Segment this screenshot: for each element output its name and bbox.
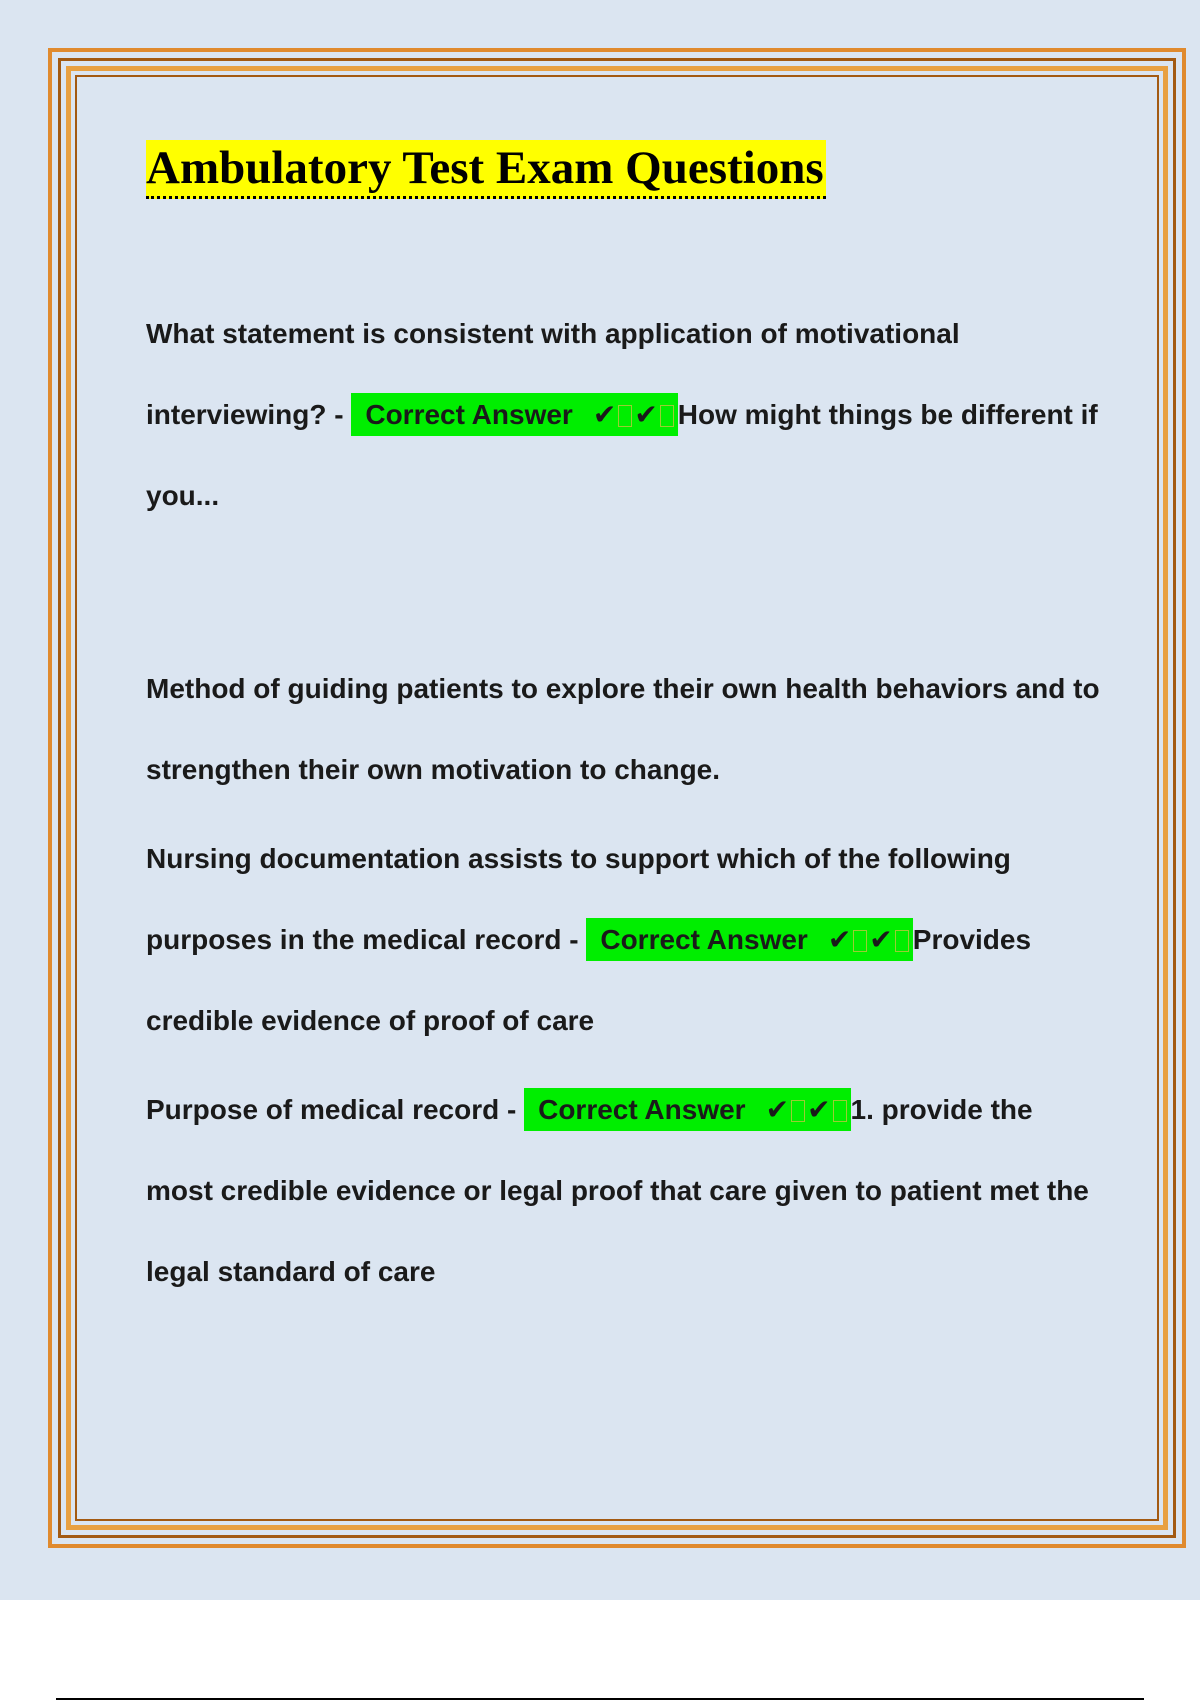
answer-text: Provides credible evidence of proof of care xyxy=(146,924,1032,1036)
checkmark-icon: ✔ xyxy=(827,924,852,955)
missing-glyph-box-icon xyxy=(791,1100,805,1122)
answer-text: How might things be different if you... xyxy=(146,399,1098,511)
question-text: Purpose of medical record - xyxy=(146,1094,517,1125)
question-text: What statement is consistent with application of motivational interviewing? - xyxy=(146,318,960,430)
checkmark-icon: ✔ xyxy=(807,1094,831,1125)
checkmark-icon: ✔ xyxy=(634,399,658,430)
question-answer-1 xyxy=(146,293,1106,536)
question-answer-2 xyxy=(146,818,1106,1061)
correct-answer-badge xyxy=(524,1088,850,1131)
correct-answer-badge xyxy=(586,918,912,961)
missing-glyph-box-icon xyxy=(853,930,867,952)
checkmark-icon: ✔ xyxy=(869,924,893,955)
correct-answer-label: Correct Answer xyxy=(365,399,573,430)
missing-glyph-box-icon xyxy=(833,1100,847,1122)
correct-answer-label: Correct Answer xyxy=(600,924,808,955)
missing-glyph-box-icon xyxy=(895,930,909,952)
document-body xyxy=(146,140,1106,1312)
explanation-paragraph: Method of guiding patients to explore their own health behaviors and to strengthen their own motivation to change. xyxy=(146,673,1100,785)
page-title: Ambulatory Test Exam Questions xyxy=(146,140,826,199)
correct-answer-badge xyxy=(351,393,677,436)
correct-answer-label: Correct Answer xyxy=(538,1094,746,1125)
question-answer-3 xyxy=(146,1069,1106,1312)
checkmark-icon: ✔ xyxy=(765,1094,790,1125)
missing-glyph-box-icon xyxy=(618,405,632,427)
checkmark-icon: ✔ xyxy=(592,399,617,430)
answer-text: 1. provide the most credible evidence or legal proof that care given to patient met the legal standard of care xyxy=(146,1094,1089,1287)
missing-glyph-box-icon xyxy=(660,405,674,427)
question-text: Nursing documentation assists to support which of the following purposes in the medical record - xyxy=(146,843,1011,955)
